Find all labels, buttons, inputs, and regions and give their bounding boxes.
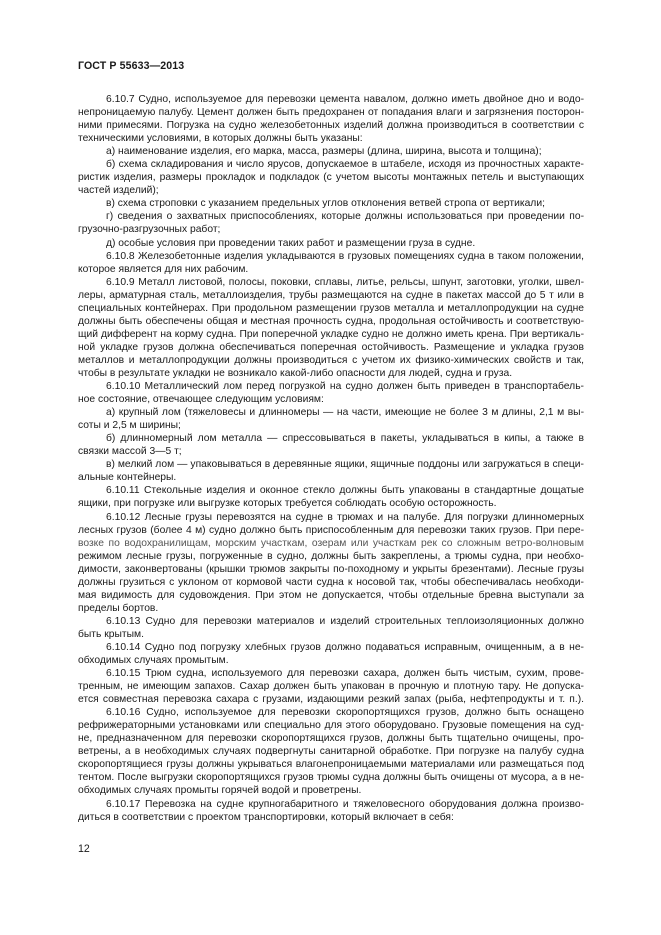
- text-line: б) схема складирования и число ярусов, допускаемое в штабеле, исходя из прочностных характе-: [106, 159, 584, 171]
- text-line: тентом. После выгрузки скоропортящихся грузов трюмы судна должны быть очищены от мусора, а в не-: [78, 772, 584, 784]
- text-line: 6.10.15 Трюм судна, используемого для перевозки сахара, должен быть чистым, сухим, прове-: [106, 668, 584, 680]
- text-line: ется совместная перевозка сахара с грузами, издающими резкий запах (рыба, нефтепродукты и т. п.).: [78, 694, 584, 706]
- text-line: 6.10.11 Стекольные изделия и оконное стекло должны быть упакованы в стандартные дощатые: [106, 485, 584, 497]
- text-line: специальных контейнерах. При продольном размещении грузов металла и металлопродукции на судне: [78, 302, 584, 314]
- text-line: металлов и металлопродукции должны производиться с учетом их физико-химических свойств и так,: [78, 354, 584, 366]
- text-line: непроницаемую палубу. Цемент должен быть предохранен от попадания влаги и загрязнения посторон-: [78, 107, 584, 119]
- text-line: грузочно-разгрузочных работ;: [78, 224, 221, 236]
- text-line: не, предназначенном для перевозки скоропортящихся грузов, должны быть тщательно очищены, про-: [78, 733, 584, 745]
- text-line: быть крытым.: [78, 628, 144, 640]
- text-line: обходимых случаях промытым.: [78, 655, 229, 667]
- text-line: а) крупный лом (тяжеловесы и длинномеры — на части, имеющие не более 3 м длины, 2,1 м вы-: [106, 407, 584, 419]
- text-line: 6.10.10 Металлический лом перед погрузкой на судно должен быть приведен в транспортабель-: [106, 381, 584, 393]
- text-line: техническими условиями, в которых должны быть указаны:: [78, 133, 363, 145]
- text-line: должны грузиться с уклоном от кормовой части судна к носовой так, чтобы обеспечивалась необходи-: [78, 576, 584, 588]
- page-number: 12: [78, 843, 90, 855]
- text-line: ристик изделия, размеры прокладок и подкладок (с учетом высоты монтажных петель и выступающих: [78, 172, 584, 184]
- text-line: соты и 2,5 м ширины;: [78, 420, 181, 432]
- text-line: диться в соответствии с проектом транспортировки, который включает в себя:: [78, 811, 454, 823]
- standard-header: ГОСТ Р 55633—2013: [78, 60, 185, 72]
- text-line: частей изделий);: [78, 185, 159, 197]
- text-line: г) сведения о захватных приспособлениях, которые должны использоваться при проведении по-: [106, 211, 584, 223]
- text-line: чтобы в результате укладки не возникало какой-либо опасности для людей, судна и груза.: [78, 367, 513, 379]
- text-line: мая видимость для судовождения. При этом не допускается, чтобы отдельные бревна выступали за: [78, 589, 584, 601]
- text-line: леры, арматурная сталь, металлоизделия, трубы размещаются на судне в пакетах массой до 5 т или в: [78, 289, 584, 301]
- text-line: в) схема строповки с указанием предельных углов отклонения ветвей стропа от вертикали;: [106, 198, 545, 210]
- text-line: димости, законвертованы (крышки трюмов закрыты по-походному и укрыты брезентами). Лесные грузы: [78, 563, 584, 575]
- text-line: 6.10.12 Лесные грузы перевозятся на судне в трюмах и на палубе. Для погрузки длинномерных: [106, 511, 584, 523]
- text-line: б) длинномерный лом металла — спрессовываться в пакеты, укладываться в кипы, а также в: [106, 433, 584, 445]
- text-line: 6.10.16 Судно, используемое для перевозки скоропортящихся грузов, должно быть оснащено: [106, 707, 584, 719]
- text-line: альные контейнеры.: [78, 472, 177, 484]
- text-line: скоропортящиеся грузы должны укрываться влагонепроницаемыми материалами или размещаться под: [78, 759, 584, 771]
- text-line: 6.10.14 Судно под погрузку хлебных грузов должно подаваться исправным, очищенным, а в не-: [106, 641, 584, 653]
- text-line: ними примесями. Погрузка на судно железобетонных изделий должна производиться в соответствии с: [78, 120, 584, 132]
- text-line: 6.10.13 Судно для перевозки материалов и изделий строительных теплоизоляционных должно: [106, 615, 584, 627]
- text-line: возке по водохранилищам, морским участкам, озерам или участкам рек со сложным ветро-волновым: [78, 537, 584, 549]
- text-line: ной укладке грузов должна обеспечиваться поперечная остойчивость. Размещение и укладка грузов: [78, 341, 584, 353]
- text-line: в) мелкий лом — упаковываться в деревянные ящики, ящичные поддоны или загружаться в специ-: [106, 459, 584, 471]
- text-line: ящики, при погрузке или выгрузке которых требуется соблюдать особую осторожность.: [78, 498, 497, 510]
- text-line: должны быть обеспечены общая и местная прочность судна, продольная остойчивость и соответствую-: [78, 315, 584, 327]
- text-line: обходимых случаях промыты горячей водой и проветрены.: [78, 785, 362, 797]
- text-line: 6.10.17 Перевозка на судне крупногабаритного и тяжеловесного оборудования должна произво-: [106, 798, 584, 810]
- text-line: режимом лесные грузы, погруженные в судно, должны быть закреплены, а трюмы судна, при необхо-: [78, 550, 584, 562]
- text-line: 6.10.7 Судно, используемое для перевозки цемента навалом, должно иметь двойное дно и водо-: [106, 94, 584, 105]
- text-line: лесных грузов (более 4 м) судно должно быть приспособленным для перевозки таких грузов. При пере-: [78, 524, 584, 536]
- text-line: пределы бортов.: [78, 602, 159, 614]
- text-line: тренным, не имеющим запахов. Сахар должен быть упакован в прочную и плотную тару. Не допуска-: [78, 681, 584, 693]
- text-line: ветрены, а в необходимых случаях подвергнуты санитарной обработке. При погрузке на палубу судна: [78, 746, 584, 758]
- text-line: которое является для них рабочим.: [78, 263, 249, 275]
- document-body: [78, 93, 584, 824]
- text-line: ное состояние, отвечающее следующим условиям:: [78, 394, 324, 406]
- text-line: щий дифферент на корму судна. При поперечной укладке судно не должно иметь крена. При вертикаль-: [78, 328, 584, 340]
- text-line: а) наименование изделия, его марка, масса, размеры (длина, ширина, высота и толщина);: [106, 146, 542, 158]
- text-line: 6.10.9 Металл листовой, полосы, поковки, сплавы, литье, рельсы, шпунт, заготовки, уголки, швел-: [106, 276, 584, 288]
- text-line: д) особые условия при проведении таких работ и размещении груза в судне.: [106, 237, 476, 249]
- text-line: связки массой 3—5 т;: [78, 446, 182, 458]
- text-line: 6.10.8 Железобетонные изделия укладываются в грузовых помещениях судна в таком положении,: [106, 250, 584, 262]
- text-line: рефрижераторными установками или специально для этого оборудовано. Грузовые помещения на суд-: [78, 720, 584, 732]
